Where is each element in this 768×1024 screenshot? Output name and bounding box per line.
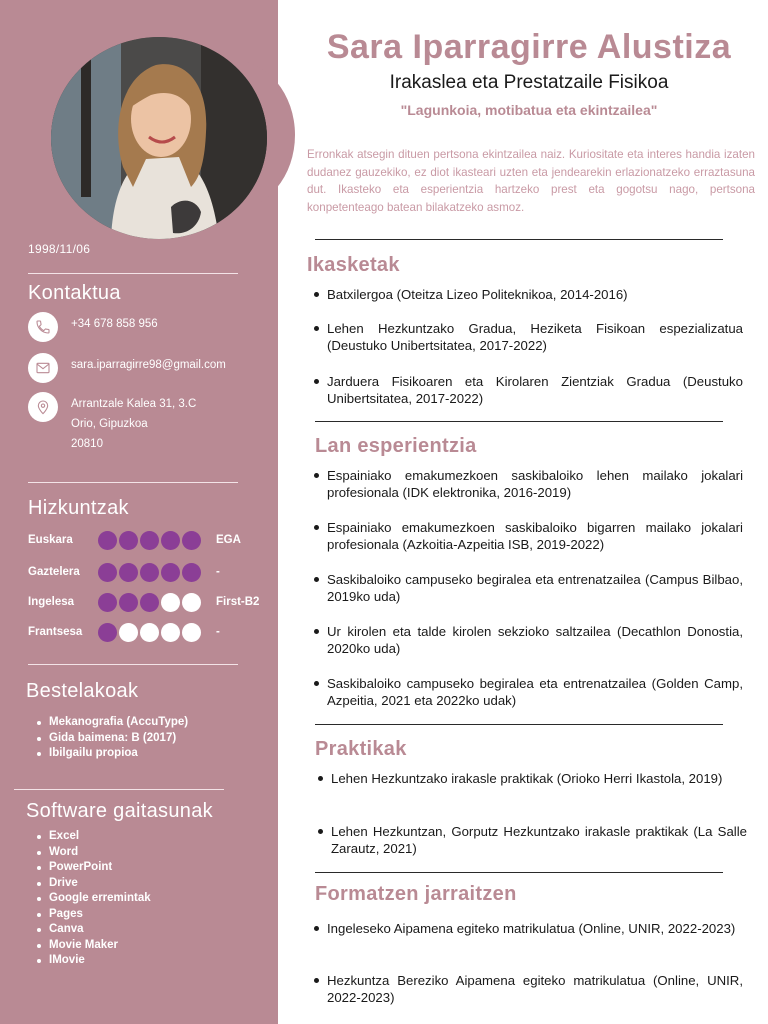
phone-number[interactable]: +34 678 858 956 [71, 318, 158, 330]
location-pin-icon [28, 392, 58, 422]
education-heading: Ikasketak [307, 254, 400, 276]
level-dot-filled [98, 623, 117, 642]
contact-email [28, 353, 226, 383]
level-dot-filled [98, 531, 117, 550]
language-level-dots [98, 593, 216, 612]
level-dot-filled [140, 563, 159, 582]
language-name: Frantsesa [28, 626, 83, 638]
experience-item: Saskibaloiko campuseko begiralea eta entrenatzailea (Golden Camp, Azpeitia, 2021 eta 2022ko udak) [327, 676, 743, 708]
list-item: Pages [49, 907, 151, 923]
motto: "Lagunkoia, motibatua eta ekintzailea" [400, 102, 658, 118]
language-row [28, 591, 268, 613]
address-line-1: Arrantzale Kalea 31, 3.C [71, 398, 197, 410]
experience-heading: Lan esperientzia [315, 435, 477, 457]
list-item: Movie Maker [49, 938, 151, 954]
address-line-2: Orio, Gipuzkoa [71, 418, 148, 430]
list-item: Mekanografia (AccuType) [49, 715, 188, 731]
level-dot-filled [119, 563, 138, 582]
level-dot-filled [98, 563, 117, 582]
other-heading: Bestelakoak [26, 680, 139, 702]
language-row [28, 529, 268, 551]
level-dot-filled [182, 531, 201, 550]
software-list [49, 829, 151, 969]
divider [28, 664, 238, 665]
experience-item: Espainiako emakumezkoen saskibaloiko bigarren mailako jokalari profesionala (Azkoitia-Azpeitia ISB, 2019-2022) [327, 520, 743, 552]
level-dot-filled [98, 593, 117, 612]
internship-item: Lehen Hezkuntzako irakasle praktikak (Orioko Herri Ikastola, 2019) [331, 770, 747, 787]
divider [28, 273, 238, 274]
divider [315, 872, 723, 873]
level-dot-filled [119, 531, 138, 550]
experience-item: Saskibaloiko campuseko begiralea eta entrenatzailea (Campus Bilbao, 2019ko uda) [327, 572, 743, 604]
internships-heading: Praktikak [315, 738, 407, 760]
list-item: IMovie [49, 953, 151, 969]
language-name: Gaztelera [28, 566, 80, 578]
divider [28, 482, 238, 483]
list-item: Ibilgailu propioa [49, 746, 188, 762]
job-title: Irakaslea eta Prestatzaile Fisikoa [389, 72, 669, 93]
profile-photo [51, 37, 267, 239]
language-level-dots [98, 531, 216, 550]
level-dot-filled [140, 593, 159, 612]
divider [14, 789, 224, 790]
list-item: Word [49, 845, 151, 861]
software-heading: Software gaitasunak [26, 800, 213, 822]
language-certificate: EGA [216, 534, 241, 546]
language-level-dots [98, 563, 216, 582]
language-level-dots [98, 623, 216, 642]
list-item: Google erremintak [49, 891, 151, 907]
contact-address [28, 392, 196, 454]
level-dot-filled [161, 563, 180, 582]
level-dot-empty [182, 623, 201, 642]
list-item: Gida baimena: B (2017) [49, 731, 188, 747]
list-item: Canva [49, 922, 151, 938]
level-dot-filled [182, 563, 201, 582]
training-heading: Formatzen jarraitzen [315, 883, 517, 905]
language-row [28, 561, 268, 583]
contact-phone [28, 312, 158, 342]
level-dot-empty [140, 623, 159, 642]
internship-item: Lehen Hezkuntzan, Gorputz Hezkuntzako irakasle praktikak (La Salle Zarautz, 2021) [331, 824, 747, 856]
education-item: Lehen Hezkuntzako Gradua, Heziketa Fisikoan espezializatua (Deustuko Unibertsitatea, 2017-2022) [327, 321, 743, 353]
language-row [28, 621, 268, 643]
level-dot-empty [182, 593, 201, 612]
education-item: Jarduera Fisikoaren eta Kirolaren Zientziak Gradua (Deustuko Unibertsitatea, 2017-2022) [327, 374, 743, 406]
email-icon [28, 353, 58, 383]
list-item: Excel [49, 829, 151, 845]
divider [315, 239, 723, 240]
level-dot-filled [119, 593, 138, 612]
divider [315, 421, 723, 422]
address [71, 394, 196, 454]
sidebar [0, 0, 278, 1024]
email-address[interactable]: sara.iparragirre98@gmail.com [71, 359, 226, 371]
level-dot-empty [161, 593, 180, 612]
level-dot-empty [161, 623, 180, 642]
experience-item: Ur kirolen eta talde kirolen sekzioko saltzailea (Decathlon Donostia, 2020ko uda) [327, 624, 743, 656]
level-dot-filled [161, 531, 180, 550]
list-item: PowerPoint [49, 860, 151, 876]
language-certificate: First-B2 [216, 596, 260, 608]
level-dot-empty [119, 623, 138, 642]
language-name: Euskara [28, 534, 73, 546]
training-item: Hezkuntza Bereziko Aipamena egiteko matrikulatua (Online, UNIR, 2022-2023) [327, 973, 743, 1005]
training-item: Ingeleseko Aipamena egiteko matrikulatua (Online, UNIR, 2022-2023) [327, 920, 743, 937]
contact-heading: Kontaktua [28, 282, 121, 304]
languages-heading: Hizkuntzak [28, 497, 129, 519]
experience-item: Espainiako emakumezkoen saskibaloiko lehen mailako jokalari profesionala (IDK elektronika, 2016-2019) [327, 468, 743, 500]
other-list [49, 715, 188, 762]
person-name: Sara Iparragirre Alustiza [326, 28, 732, 66]
list-item: Drive [49, 876, 151, 892]
birthdate: 1998/11/06 [28, 242, 91, 256]
level-dot-filled [140, 531, 159, 550]
language-certificate: - [216, 626, 220, 638]
intro-paragraph: Erronkak atsegin dituen pertsona ekintzailea naiz. Kuriositate eta interes handia izaten dudanez gauzekiko, ez diot ikasteari uzten eta jendearekin erlazionatzeko erraztasuna dut. Ikasteko eta esperientzia hartzeko prest eta gogotsu nago, pertsona konpetenteago batean bilakatzeko asmoz. [307, 148, 755, 214]
language-name: Ingelesa [28, 596, 75, 608]
education-item: Batxilergoa (Oteitza Lizeo Politeknikoa, 2014-2016) [327, 286, 743, 303]
address-line-3: 20810 [71, 438, 103, 450]
divider [315, 724, 723, 725]
phone-icon [28, 312, 58, 342]
language-certificate: - [216, 566, 220, 578]
